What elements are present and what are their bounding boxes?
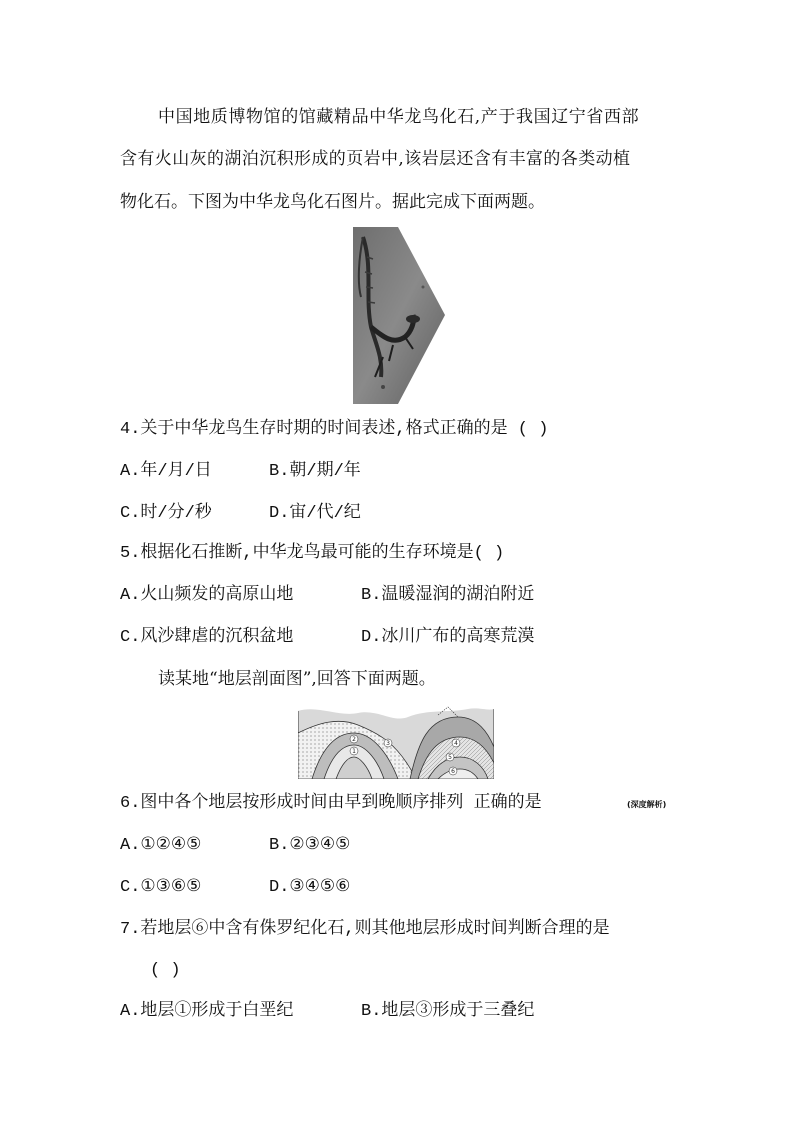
q6-option-a[interactable]: A.①②④⑤	[120, 836, 202, 855]
intro-line-2: 含有火山灰的湖泊沉积形成的页岩中,该岩层还含有丰富的各类动植	[120, 149, 631, 169]
strata-cross-section-diagram	[298, 703, 494, 779]
intro-line-3: 物化石。下图为中华龙鸟化石图片。据此完成下面两题。	[120, 192, 545, 212]
strata-label-4: 4	[454, 740, 458, 747]
strata-label-6: 6	[451, 768, 455, 775]
q5-stem: 5.根据化石推断,中华龙鸟最可能的生存环境是( )	[120, 544, 505, 563]
q7-answer-paren: ( )	[150, 961, 181, 980]
q7-option-b[interactable]: B.地层③形成于三叠纪	[361, 1002, 535, 1021]
intro2-line: 读某地“地层剖面图”,回答下面两题。	[158, 669, 436, 689]
q4-option-a[interactable]: A.年/月/日	[120, 462, 212, 481]
intro-line-1: 中国地质博物馆的馆藏精品中华龙鸟化石,产于我国辽宁省西部	[158, 107, 640, 127]
q5-option-b[interactable]: B.温暖湿润的湖泊附近	[361, 586, 535, 605]
q4-option-c[interactable]: C.时/分/秒	[120, 504, 212, 523]
q4-stem: 4.关于中华龙鸟生存时期的时间表述,格式正确的是 ( )	[120, 420, 549, 439]
fossil-image	[353, 227, 445, 404]
q5-option-d[interactable]: D.冰川广布的高寒荒漠	[361, 628, 535, 647]
strata-label-2: 2	[352, 736, 356, 743]
q5-option-a[interactable]: A.火山频发的高原山地	[120, 586, 294, 605]
q4-option-b[interactable]: B.朝/期/年	[269, 462, 361, 481]
q6-option-b[interactable]: B.②③④⑤	[269, 836, 351, 855]
q7-option-a[interactable]: A.地层①形成于白垩纪	[120, 1002, 294, 1021]
q6-option-c[interactable]: C.①③⑥⑤	[120, 878, 202, 897]
q5-option-c[interactable]: C.风沙肆虐的沉积盆地	[120, 628, 294, 647]
q6-note: (深度解析)	[627, 800, 667, 809]
strata-label-1: 1	[352, 748, 356, 755]
q6-option-d[interactable]: D.③④⑤⑥	[269, 878, 351, 897]
q4-option-d[interactable]: D.宙/代/纪	[269, 504, 361, 523]
q7-stem: 7.若地层⑥中含有侏罗纪化石,则其他地层形成时间判断合理的是	[120, 920, 610, 939]
q6-stem: 6.图中各个地层按形成时间由早到晚顺序排列 正确的是	[120, 794, 542, 813]
strata-label-5: 5	[448, 754, 452, 761]
strata-label-3: 3	[386, 740, 390, 747]
